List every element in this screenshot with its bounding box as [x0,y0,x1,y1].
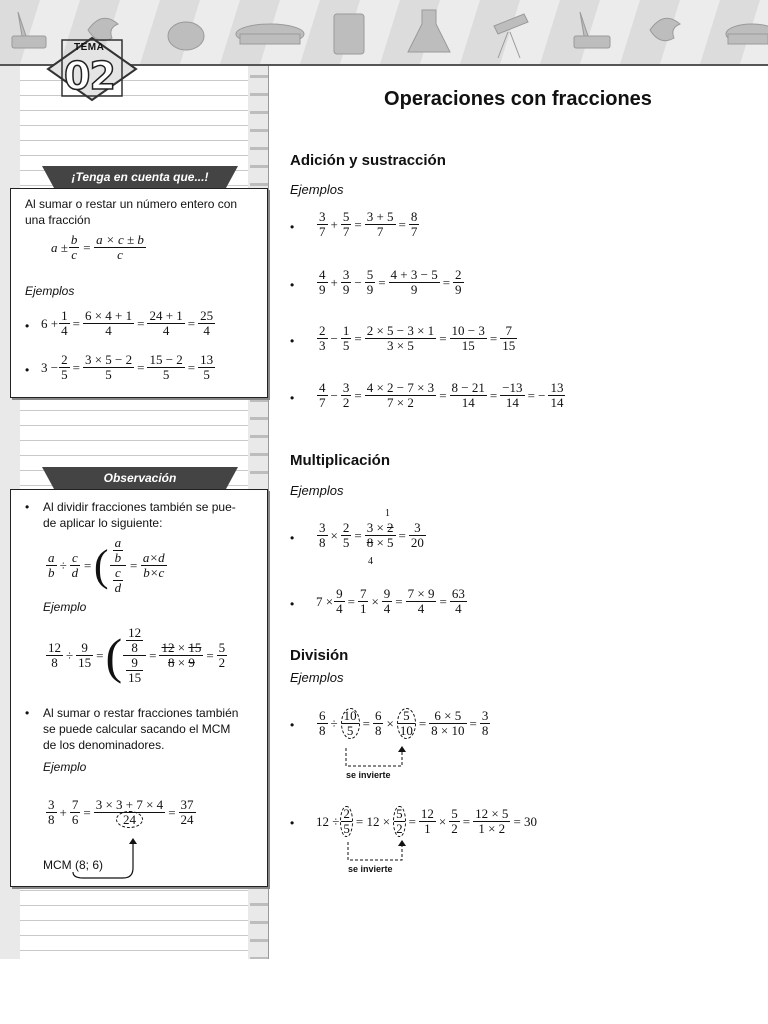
division-heading: División [290,647,349,664]
badge-number: 02 [64,54,115,98]
note-examples-label: Ejemplos [25,284,75,298]
multiplication-heading: Multiplicación [290,452,391,469]
note-box-tab: ¡Tenga en cuenta que...! [54,166,226,188]
invert-arrow-2 [344,840,424,864]
bullet-icon: • [25,363,30,377]
note-example-1: 6 + $\frac{1}{4}$ = $\frac{6 \times 4 + 1}{4}$ = $\frac{24 + 1}{4}$ = $\frac{25}{4}$ [41,308,214,338]
invert-note-2: se invierte [348,864,393,874]
obs-bullet1-line2: de aplicar lo siguiente: [43,516,163,530]
page-title: Operaciones con fracciones [384,88,652,110]
obs-bullet2-line2: se puede calcular sacando el MCM [43,722,231,736]
invert-note-1: se invierte [346,770,391,780]
note-intro-line1: Al sumar o restar un número entero con [25,197,238,211]
cancel-result-top: 1 [385,508,390,519]
obs-example-label: Ejemplo [43,600,87,614]
book-map-icon [334,14,364,54]
note-example-2: 3 − $\frac{2}{5}$ = $\frac{3 \times 5 - 2}{5}$ = $\frac{15 - 2}{5}$ = $\frac{13}{5}$ [41,352,214,382]
obs-bullet2-line3: de los denominadores. [43,738,165,752]
bullet-icon: • [290,220,295,234]
addition-example-2: $\frac{4}{9}$ + $\frac{3}{9}$ − $\frac{5}{9}$ = $\frac{4 + 3 - 5}{9}$ = $\frac{2}{9}$ [319,267,462,297]
cancel-result-bottom: 4 [368,556,373,567]
palette-icon [168,22,204,50]
obs-bullet2-line1: Al sumar o restar fracciones también [43,706,239,720]
note-box [10,188,268,398]
division-example-1: $\frac{6}{8}$ ÷ $\frac{10}{5}$ = $\frac{6}{8}$ × $\frac{5}{10}$ = $\frac{6 \times 5}{8 \times 10}$ = $\frac{3}{8}$ [319,708,489,738]
note-formula: a ± $\frac{b}{c}$ = $\frac{a \times c \pm b}{c}$ [51,232,144,262]
bullet-icon: • [25,706,30,720]
bullet-icon: • [25,500,30,514]
multiplication-example-2: 7 × $\frac{9}{4}$ = $\frac{7}{1}$ × $\frac{9}{4}$ = $\frac{7 \times 9}{4}$ = $\frac{63}{4}$ [316,586,465,616]
bullet-icon: • [290,531,295,545]
bullet-icon: • [25,319,30,333]
addition-examples-label: Ejemplos [290,182,344,197]
obs-division-example: $\frac{12}{8}$ ÷ $\frac{9}{15}$ = ( $\frac{\frac{12}{8}}{\frac{9}{15}}$ = $\frac{12 \times 15}{8 \times 9}$ = $\frac{5}{2}$ [48,625,226,685]
note-intro-line2: una fracción [25,213,91,227]
badge-label: TEMA [74,42,105,53]
addition-heading: Adición y sustracción [290,152,446,169]
obs-mcm-example: $\frac{3}{8}$ + $\frac{7}{6}$ = $\frac{3 \times 3 + 7 \times 4}{24}$ = $\frac{37}{24}$ [48,797,194,827]
observation-box [10,489,268,887]
obs-mcm-label: MCM (8; 6) [43,858,103,872]
bullet-icon: • [290,718,295,732]
obs-bullet1-line1: Al dividir fracciones también se pue- [43,500,236,514]
multiplication-example-1: $\frac{3}{8}$ × $\frac{2}{5}$ = $\frac{3 \times 2}{8 \times 5}$ = $\frac{3}{20}$ [319,520,424,550]
invert-arrow-1 [340,746,420,770]
addition-example-4: $\frac{4}{7}$ − $\frac{3}{2}$ = $\frac{4 \times 2 - 7 \times 3}{7 \times 2}$ = $\frac{8 - 21}{14}$ = $\frac{-13}{14}$ = − $\frac{13}{14}$ [319,380,564,410]
stadium-icon [726,24,768,44]
addition-example-3: $\frac{2}{3}$ − $\frac{1}{5}$ = $\frac{2 \times 5 - 3 \times 1}{3 \times 5}$ = $\frac{10 - 3}{15}$ = $\frac{7}{15}$ [319,323,516,353]
stadium-icon [236,24,304,44]
bullet-icon: • [290,816,295,830]
multiplication-examples-label: Ejemplos [290,483,344,498]
topic-badge [46,36,138,102]
bullet-icon: • [290,391,295,405]
observation-box-tab: Observación [54,467,226,489]
division-example-2: 12 ÷ $\frac{2}{5}$ = 12 × $\frac{5}{2}$ = $\frac{12}{1}$ × $\frac{5}{2}$ = $\frac{12 \times 5}{1 \times 2}$ = 30 [316,806,538,836]
obs-example-label-2: Ejemplo [43,760,87,774]
bullet-icon: • [290,334,295,348]
bullet-icon: • [290,597,295,611]
addition-example-1: $\frac{3}{7}$ + $\frac{5}{7}$ = $\frac{3 + 5}{7}$ = $\frac{8}{7}$ [319,209,418,239]
division-examples-label: Ejemplos [290,670,344,685]
bullet-icon: • [290,278,295,292]
obs-division-formula: $\frac{a}{b}$ ÷ $\frac{c}{d}$ = ( $\frac{\frac{a}{b}}{\frac{c}{d}}$ = $\frac{a\times d}{b\times c}$ [48,535,165,595]
